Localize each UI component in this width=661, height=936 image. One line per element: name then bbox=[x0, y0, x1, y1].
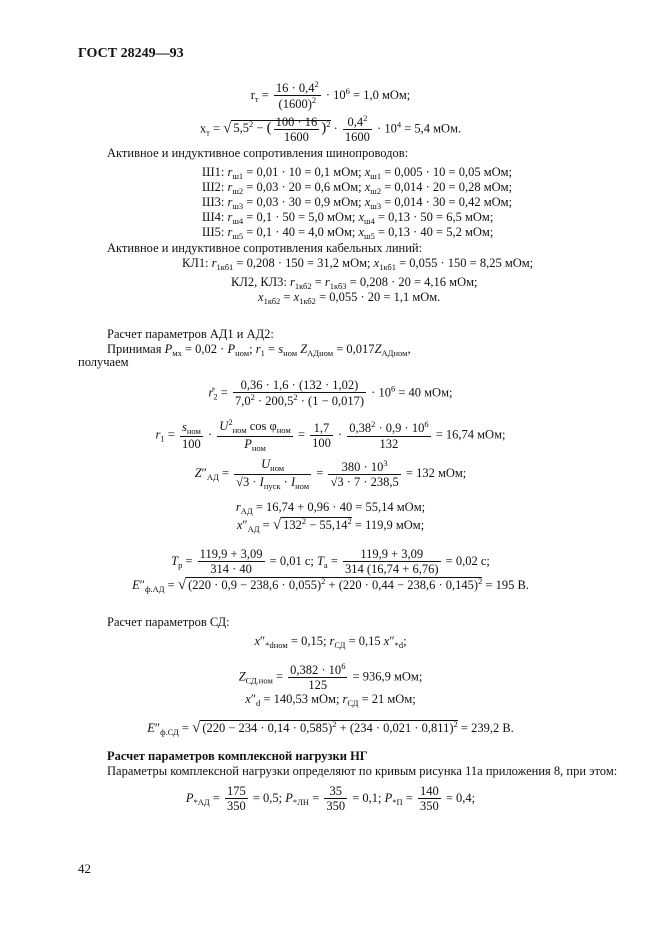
formula-kl1: КЛ1: $r_{1кб1} = 0,208 \cdot 150 = 31,2$ мОм; $x_{1кб1} = 0,055 \cdot 150 = 8,25$ мОм; bbox=[182, 256, 534, 272]
page-number: 42 bbox=[78, 861, 91, 876]
formula-ephi-ad: $E''_{ф.АД}$ = √ $(220 \cdot 0,9 - 238,6 \cdot 0,055)^2 + (220 \cdot 0,44 - 238,6 \cdot 0,145)^2 = 195$ В. bbox=[132, 576, 529, 594]
formula-zad: $Z''_{АД}$ = $\frac{U_{ном}}{√3 \cdot I_{пуск} \cdot I_{ном}}$ = $\frac{380 \cdot 10^3}{√3 \cdot 7 \cdot 238,5}$ = 132 мОм; bbox=[194, 457, 467, 491]
formula-xsd: $x''_{*dном} = 0,15$; $r_{СД} = 0,15$ $x''_{*d}$; bbox=[254, 634, 407, 650]
formula-zsd: $Z_{СД.ном}$ = $\frac{0,382 \cdot 10^6}{125}$ = 936,9 мОм; bbox=[238, 661, 423, 693]
formula-xt: $x_т$ = √ $5,5^2$ − ( $\frac{100 \cdot 16}{1600}$ )$^2$ · $\frac{0,4^2}{1600}$ · $10^4 = 5,4$ мОм. bbox=[199, 113, 462, 145]
formula-sh2: Ш2: $r_{ш2} = 0,03 \cdot 20 = 0,6$ мОм; $x_{ш2} = 0,014 \cdot 20 = 0,28$ мОм; bbox=[202, 180, 513, 196]
formula-sh4: Ш4: $r_{ш4} = 0,1 \cdot 50 = 5,0$ мОм; $x_{ш4} = 0,13 \cdot 50 = 6,5$ мОм; bbox=[202, 210, 494, 226]
formula-p-load: $P_{*АД}$ = $\frac{175}{350}$ = 0,5; $P_{*ЛН}$ = $\frac{35}{350}$ = 0,1; $P_{*П}$ = $\frac{140}{350}$ = 0,4; bbox=[185, 784, 476, 814]
formula-ephi-sd: $E''_{ф.СД}$ = √ $(220 - 234 \cdot 0,14 \cdot 0,585)^2 + (234 \cdot 0,021 \cdot 0,811)^2 = 239,2$ В. bbox=[147, 719, 514, 737]
paragraph-poluchaem: получаем bbox=[78, 355, 129, 369]
formula-r1: $r_1$ = $\frac{s_{ном}}{100}$ · $\frac{U^2_{ном} \cos \varphi_{ном}}{P_{ном}}$ = $\frac{1,7}{100}$ · $\frac{0,38^2 \cdot 0,9 \cdot 10^6}{132}$ = 16,74 мОм; bbox=[155, 417, 506, 453]
formula-rad: $r_{АД} = 16,74 + 0,96 \cdot 40 = 55,14$ мОм; bbox=[235, 500, 426, 516]
formula-sh5: Ш5: $r_{ш5} = 0,1 \cdot 40 = 4,0$ мОм; $x_{ш5} = 0,13 \cdot 40 = 5,2$ мОм; bbox=[202, 225, 494, 241]
paragraph-ng-text: Параметры комплексной нагрузки определяют по кривым рисунка 11а приложения 8, при этом: bbox=[107, 764, 618, 778]
paragraph-ng-heading: Расчет параметров комплексной нагрузки НГ bbox=[107, 749, 368, 763]
paragraph-cable-heading: Активное и индуктивное сопротивления кабельных линий: bbox=[107, 241, 423, 255]
formula-sh3: Ш3: $r_{ш3} = 0,03 \cdot 30 = 0,9$ мОм; $x_{ш3} = 0,014 \cdot 30 = 0,42$ мОм; bbox=[202, 195, 513, 211]
paragraph-sd-heading: Расчет параметров СД: bbox=[107, 615, 230, 629]
formula-kl23-r: КЛ2, КЛ3: $r_{1кб2} = r_{1кб3} = 0,208 \cdot 20 = 4,16$ мОм; bbox=[231, 275, 478, 291]
formula-r2: $r_2$ = $\frac{0,36 \cdot 1,6 \cdot (132 \cdot 1,02)}{7,0^2 \cdot 200,5^2 \cdot (1 - 0,017)}$ · $10^6 = 40$ мОм; bbox=[208, 378, 453, 409]
formula-xad: $x''_{АД}$ = √ $132^2 - 55,14^2 = 119,9$ мОм; bbox=[236, 516, 425, 534]
paragraph-ad-given: Принимая $P_{мх} = 0,02 \cdot P_{ном}$; $r_1 = s_{ном}$ $Z_{АДном} = 0,017Z_{АДном}$, bbox=[107, 342, 411, 358]
formula-sh1: Ш1: $r_{ш1} = 0,01 \cdot 10 = 0,1$ мОм; $x_{ш1} = 0,005 \cdot 10 = 0,05$ мОм; bbox=[202, 165, 513, 181]
formula-tp-ta: $T_р$ = $\frac{119,9 + 3,09}{314 \cdot 40}$ = 0,01 с; $T_а$ = $\frac{119,9 + 3,09}{314 (16,74 + 6,76)}$ = 0,02 с; bbox=[171, 547, 490, 577]
formula-rt: $r_т$ = $\frac{16 \cdot 0,4^2}{(1600)^2}$ · $10^6 = 1,0$ мОм; bbox=[250, 79, 411, 112]
formula-kl23-x: $x_{1кб2} = x_{1кб2} = 0,055 \cdot 20 = 1,1$ мОм. bbox=[258, 290, 441, 306]
document-header: ГОСТ 28249—93 bbox=[78, 46, 184, 61]
paragraph-busbar-heading: Активное и индуктивное сопротивления шинопроводов: bbox=[107, 146, 409, 160]
paragraph-ad-heading: Расчет параметров АД1 и АД2: bbox=[107, 327, 274, 341]
formula-xd: $x''_d = 140,53$ мОм; $r_{СД} = 21$ мОм; bbox=[245, 692, 416, 708]
